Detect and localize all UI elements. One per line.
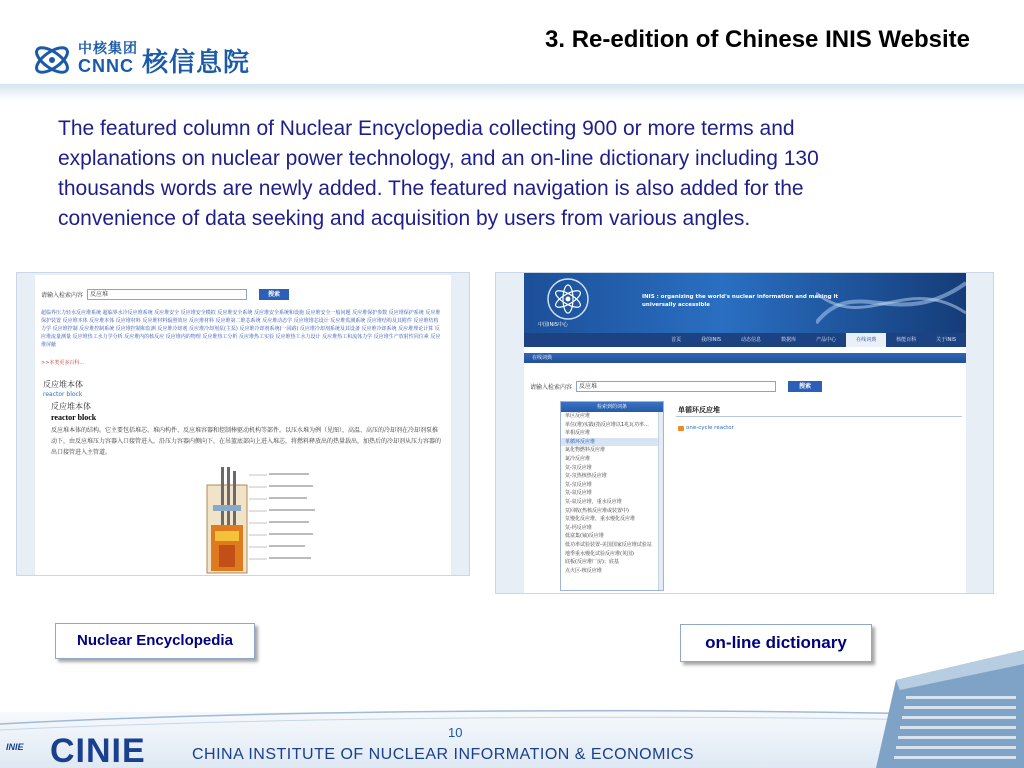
entry-description: 反应堆本体的结构。它主要包括堆芯、堆内构件、反应堆容器和控制棒驱动机构等部件。以压水堆为例（见图），高温、高压的冷却剂在冷却剂泵推动下，由反应堆压力容器入口接管进入，沿压力容器内侧向下，在吊篮底部向上进入堆芯，将燃料释放出的热量载出，加热后的冷却剂从压力容器的出口接管进入主管道。 [51, 427, 442, 456]
result-list-item[interactable]: 单位(堆)实践(指反应堆以1兆瓦功率... [565, 421, 649, 428]
inis-banner [524, 273, 966, 333]
label-nuclear-encyclopedia: Nuclear Encyclopedia [55, 623, 255, 659]
cnnc-logo [30, 36, 270, 84]
encyclopedia-screenshot [16, 272, 470, 576]
entry-heading-en: reactor block [51, 413, 97, 422]
nav-my-inis[interactable]: 我的INIS [701, 337, 722, 343]
result-list-item[interactable]: 地季重水慢化试验反应堆(英国) [565, 550, 634, 557]
result-list-item[interactable]: 氘-氘反应堆 [565, 464, 592, 471]
inis-center-label: 中国INIS中心 [538, 322, 568, 328]
nav-news[interactable]: 动态信息 [741, 337, 762, 343]
encyclopedia-search-label: 请输入检索内容 [41, 292, 84, 299]
encyclopedia-page [35, 275, 451, 575]
logo-cnnc-text: CNNC [78, 56, 134, 76]
dictionary-search-input[interactable]: 反应堆 [576, 381, 776, 392]
result-list-item[interactable]: 单区反应堆 [565, 413, 591, 419]
encyclopedia-search-row [41, 289, 289, 300]
footer-cinie-logo: CINIE [50, 732, 146, 768]
result-list-item[interactable]: 氘-氘反应堆 [565, 481, 592, 488]
logo-chinese-top: 中核集团 [78, 41, 138, 57]
nav-online-dictionary[interactable]: 在线词典 [846, 333, 886, 347]
reactor-diagram-image [205, 465, 333, 575]
entry-title-cn: 反应堆本体 [43, 380, 83, 389]
dictionary-nav [524, 333, 966, 347]
result-list-item[interactable]: 氘-氘热核热反应堆 [565, 473, 607, 480]
page-number: 10 [448, 725, 463, 740]
result-list-item[interactable]: 氘-氚反应堆 [565, 490, 592, 497]
dictionary-section-bar: 在线词典 [524, 353, 966, 363]
result-list-item[interactable]: 低功率试验装置-美国国家反应堆试验站 [565, 541, 652, 548]
header-band [0, 84, 1024, 100]
encyclopedia-term-links[interactable]: 超临界压力轻水反应堆系统 超临界水冷反应堆系统 反应堆安全 反应堆安全模拟 反应堆安全系统 反应堆安全系统和设施 反应堆安全一般问题 反应堆保护参数 反应堆保护系统 反应堆保护装置 反应堆本体 反应堆本体 反应堆材料 反应堆材料辐照效应 反应堆材料 反应堆第二堆芯系统 反应堆动态学 反应堆堆芯设计 反应堆监测系统 反应堆结构及其附件 反应堆结构力学 反应堆控制 反应堆控制系统 反应堆控制和监测 反应堆冷却剂 反应堆冷却剂泵(主泵) 反应堆冷却剂系统(一回路) 反应堆冷却剂系统及其设备 反应堆冷却系统 反应堆理论计算 反应堆流量测量 反应堆热工水力学分析 反应堆内的核反应 反应堆内的物理 反应堆热工分析 反应堆热工实验 反应堆热工水力设计 反应堆热工和流体力学 反应堆生产放射性同位素 反应堆屏蔽 [41, 310, 441, 348]
building-image [856, 650, 1024, 768]
dictionary-term: 单循环反应堆 [678, 406, 720, 414]
translation-text: one-cycle reactor [686, 425, 734, 431]
dictionary-translation[interactable] [678, 425, 734, 431]
footer-institute-name: CHINA INSTITUTE OF NUCLEAR INFORMATION & ECONOMICS [192, 746, 695, 763]
result-list-item[interactable]: 氘慢化反应堆，重水慢化反应堆 [565, 516, 636, 523]
body-paragraph: The featured column of Nuclear Encyclopedia collecting 900 or more terms and explanations on nuclear power technology, and an on-line dictionary including 130 thousands words are newly added. The featured navigation is also added for the convenience of data seeking and acquisition by users from various angles. [58, 117, 819, 230]
slide-title: 3. Re-edition of Chinese INIS Website [545, 26, 970, 53]
dictionary-search-button[interactable]: 搜索 [788, 381, 822, 392]
cnnc-atom-icon [30, 36, 76, 82]
nav-encyclopedia[interactable]: 核能百科 [896, 337, 917, 343]
result-list-item[interactable]: 单相反应堆 [565, 430, 591, 437]
encyclopedia-search-input[interactable]: 反应堆 [87, 289, 247, 300]
result-list-item[interactable]: 氮化物燃料反应堆 [565, 447, 606, 454]
rss-icon [678, 426, 684, 431]
logo-chinese-name: 核信息院 [142, 48, 251, 78]
entry-title-en: reactor block [43, 391, 83, 398]
result-list-header: 检索到的词条 [561, 402, 663, 412]
result-list-item[interactable]: 氮冷反应堆 [565, 455, 591, 462]
result-list-item[interactable]: 氘回收(热核反应堆或装置中) [565, 507, 629, 514]
nav-products[interactable]: 产品中心 [816, 337, 837, 343]
dna-graphic-icon [816, 273, 966, 333]
footer-small-logo: INIE [6, 742, 24, 752]
dictionary-screenshot [495, 272, 994, 594]
entry-heading-cn: 反应堆本体 [51, 402, 91, 411]
nav-home[interactable]: 首页 [671, 337, 682, 343]
result-list-item[interactable]: 点火区-核反应堆 [565, 567, 602, 574]
label-online-dictionary: on-line dictionary [680, 624, 872, 662]
term-divider [676, 416, 962, 417]
result-list-item[interactable]: 低富集(铀)反应堆 [565, 533, 604, 540]
encyclopedia-more-link[interactable]: >>本类更多百科... [41, 360, 85, 366]
result-list-item[interactable]: 氘-氚反应堆，重水反应堆 [565, 498, 622, 505]
dictionary-search-row [530, 381, 822, 392]
nav-about[interactable]: 关于INIS [936, 337, 956, 343]
result-list-scrollbar[interactable] [658, 412, 663, 590]
encyclopedia-search-button[interactable]: 搜索 [259, 289, 289, 300]
nav-database[interactable]: 数据库 [781, 337, 797, 343]
result-list-item[interactable]: 氘-钙反应堆 [565, 524, 592, 531]
dictionary-result-list[interactable] [560, 401, 664, 591]
result-list-item[interactable]: 底板(反应堆厂房)；底基 [565, 559, 619, 566]
dictionary-page [524, 273, 966, 594]
result-list-item[interactable]: 单循环反应堆 [561, 438, 663, 447]
dictionary-search-label: 请输入检索内容 [530, 384, 573, 391]
inis-tagline: INIS : organizing the world's nuclear information and making it universally accessible [642, 294, 838, 308]
